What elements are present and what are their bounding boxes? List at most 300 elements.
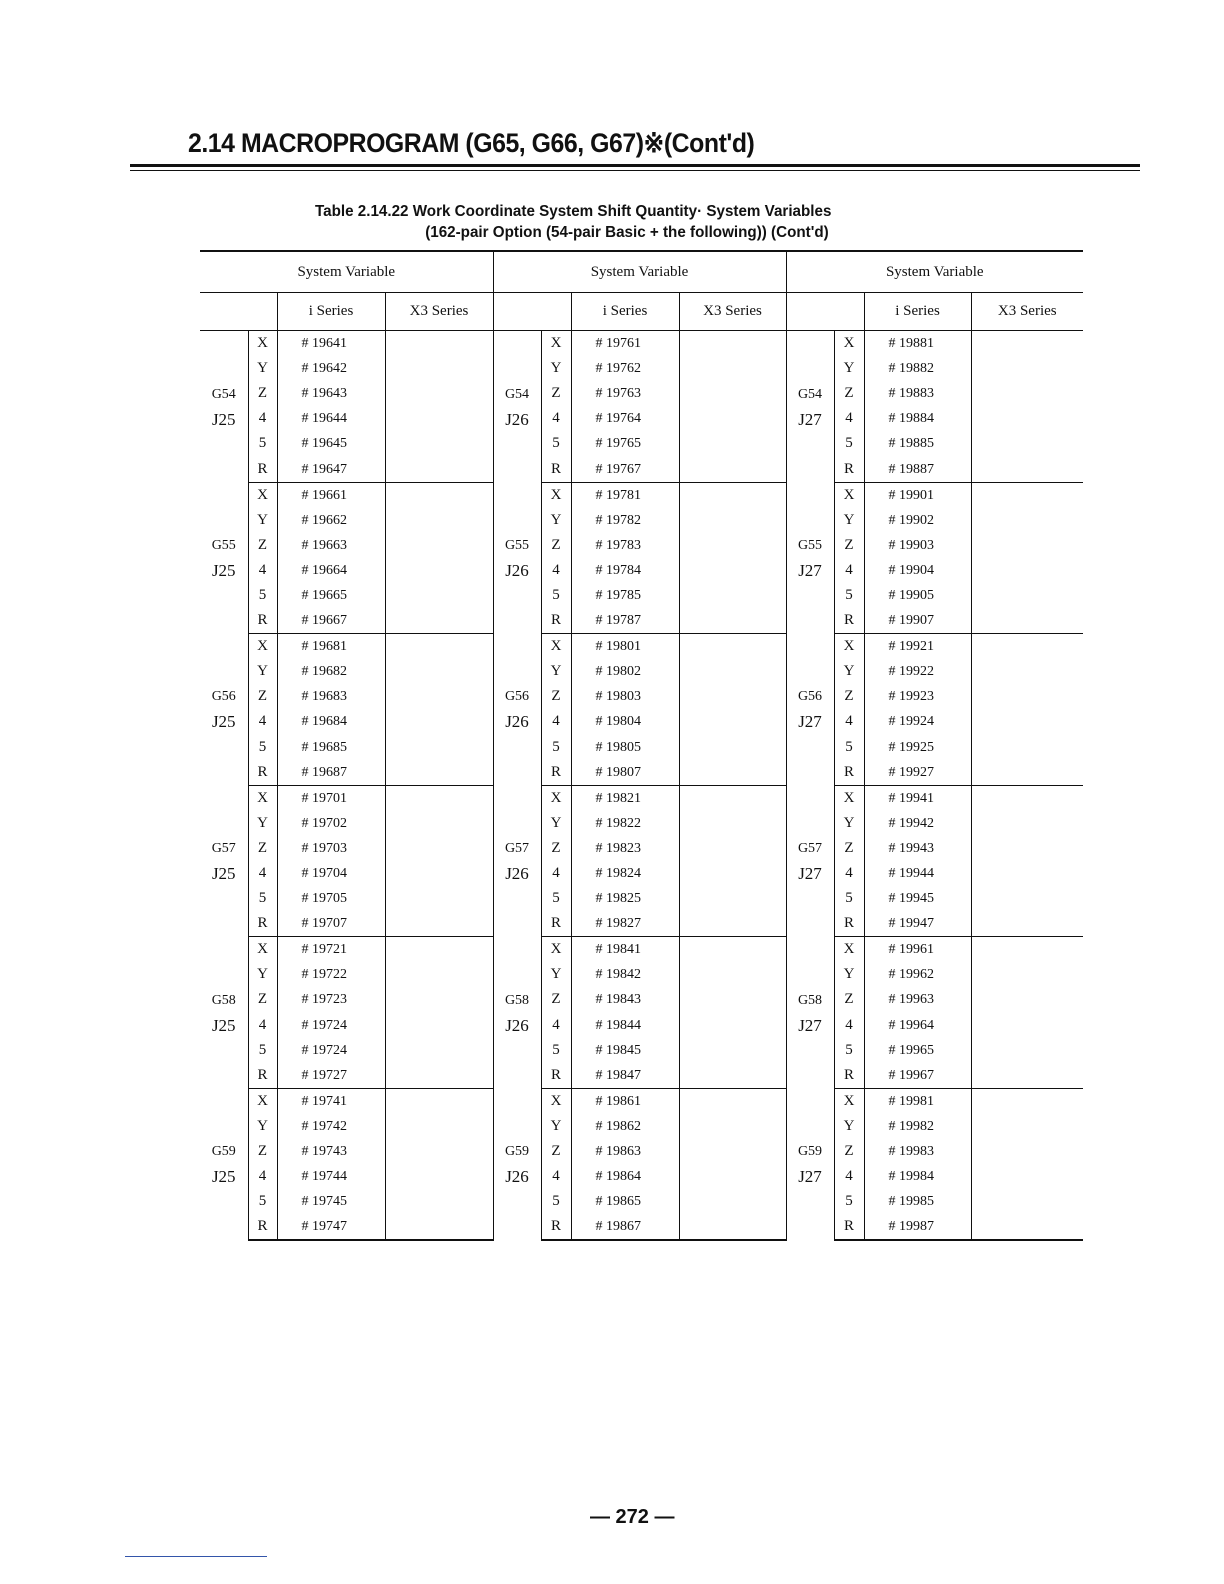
axis-label: X bbox=[834, 634, 864, 660]
axis-label: 5 bbox=[541, 735, 571, 760]
g-code: G54 bbox=[797, 386, 823, 402]
i-series-variable: # 19863 bbox=[571, 1139, 679, 1164]
x3-series-variable bbox=[971, 381, 1083, 406]
title-rule bbox=[130, 164, 1140, 167]
table-row bbox=[200, 785, 1083, 811]
axis-label: 4 bbox=[541, 558, 571, 583]
x3-series-variable bbox=[971, 431, 1083, 456]
subheader-row bbox=[200, 293, 1083, 331]
axis-label: 4 bbox=[541, 1164, 571, 1189]
table-row bbox=[200, 608, 1083, 634]
axis-label: Y bbox=[541, 659, 571, 684]
x3-series-variable bbox=[679, 381, 786, 406]
coordinate-group-label bbox=[786, 937, 834, 1089]
x3-series-variable bbox=[679, 583, 786, 608]
axis-label: R bbox=[834, 608, 864, 634]
axis-label: Y bbox=[248, 1114, 277, 1139]
i-series-variable: # 19822 bbox=[571, 811, 679, 836]
axis-label: 5 bbox=[834, 735, 864, 760]
i-series-variable: # 19763 bbox=[571, 381, 679, 406]
i-series-variable: # 19685 bbox=[277, 735, 385, 760]
i-series-variable: # 19744 bbox=[277, 1164, 385, 1189]
i-series-variable: # 19804 bbox=[571, 709, 679, 734]
axis-label: 4 bbox=[541, 709, 571, 734]
i-series-variable: # 19903 bbox=[864, 533, 971, 558]
x3-series-variable bbox=[679, 1214, 786, 1240]
i-series-variable: # 19683 bbox=[277, 684, 385, 709]
x3-series-variable bbox=[679, 508, 786, 533]
x3-series-variable bbox=[971, 962, 1083, 987]
i-series-variable: # 19664 bbox=[277, 558, 385, 583]
axis-label: Y bbox=[248, 508, 277, 533]
i-series-variable: # 19707 bbox=[277, 911, 385, 937]
axis-label: 4 bbox=[834, 1164, 864, 1189]
axis-label: R bbox=[541, 1214, 571, 1240]
x3-series-variable bbox=[385, 811, 493, 836]
i-series-variable: # 19824 bbox=[571, 861, 679, 886]
axis-label: Y bbox=[834, 508, 864, 533]
x3-series-variable bbox=[679, 962, 786, 987]
axis-label: Z bbox=[834, 381, 864, 406]
axis-label: R bbox=[248, 456, 277, 482]
coordinate-group-label bbox=[493, 785, 541, 937]
x3-series-variable bbox=[385, 709, 493, 734]
axis-label: Y bbox=[541, 508, 571, 533]
x3-series-variable bbox=[385, 583, 493, 608]
i-series-variable: # 19862 bbox=[571, 1114, 679, 1139]
i-series-variable: # 19923 bbox=[864, 684, 971, 709]
coordinate-group-label bbox=[200, 937, 248, 1089]
axis-label: R bbox=[248, 760, 277, 786]
axis-label: X bbox=[541, 1088, 571, 1114]
x3-series-variable bbox=[679, 760, 786, 786]
axis-label: 5 bbox=[248, 886, 277, 911]
x3-series-variable bbox=[971, 659, 1083, 684]
j-code: J25 bbox=[211, 560, 236, 580]
axis-label: R bbox=[834, 911, 864, 937]
i-series-variable: # 19745 bbox=[277, 1189, 385, 1214]
coordinate-group-label bbox=[493, 634, 541, 786]
i-series-variable: # 19802 bbox=[571, 659, 679, 684]
x3-series-variable bbox=[385, 861, 493, 886]
section-title: 2.14 MACROPROGRAM (G65, G66, G67)※(Cont'd) bbox=[188, 128, 755, 158]
x3-series-variable bbox=[385, 381, 493, 406]
axis-label: R bbox=[834, 1063, 864, 1089]
x3-series-variable bbox=[679, 1013, 786, 1038]
axis-label: X bbox=[541, 785, 571, 811]
i-series-variable: # 19741 bbox=[277, 1088, 385, 1114]
axis-label: 5 bbox=[541, 431, 571, 456]
x3-series-variable bbox=[385, 508, 493, 533]
axis-label: 5 bbox=[834, 431, 864, 456]
x3-series-variable bbox=[679, 1088, 786, 1114]
coordinate-group-label bbox=[493, 1088, 541, 1240]
x3-series-variable bbox=[385, 937, 493, 963]
g-code: G56 bbox=[797, 689, 823, 705]
x3-series-variable bbox=[385, 1088, 493, 1114]
i-series-variable: # 19983 bbox=[864, 1139, 971, 1164]
axis-label: Z bbox=[834, 684, 864, 709]
coordinate-group-label bbox=[200, 785, 248, 937]
j-code: J27 bbox=[798, 712, 822, 732]
j-code: J25 bbox=[211, 1015, 236, 1035]
j-code: J27 bbox=[798, 1015, 822, 1035]
axis-label: Z bbox=[834, 987, 864, 1012]
x3-series-variable bbox=[679, 634, 786, 660]
x3-series-variable bbox=[385, 836, 493, 861]
i-series-variable: # 19721 bbox=[277, 937, 385, 963]
coordinate-group-label bbox=[200, 331, 248, 483]
j-code: J26 bbox=[505, 1167, 529, 1187]
x3-series-variable bbox=[679, 482, 786, 508]
g-code: G59 bbox=[211, 1144, 236, 1160]
i-series-variable: # 19742 bbox=[277, 1114, 385, 1139]
axis-label: X bbox=[834, 1088, 864, 1114]
axis-label: 4 bbox=[834, 558, 864, 583]
j-code: J25 bbox=[211, 1167, 236, 1187]
x3-series-variable bbox=[385, 1013, 493, 1038]
g-code: G57 bbox=[797, 840, 823, 856]
i-series-variable: # 19723 bbox=[277, 987, 385, 1012]
x3-series-variable bbox=[971, 861, 1083, 886]
x3-series-variable bbox=[679, 1189, 786, 1214]
coordinate-group-label bbox=[786, 1088, 834, 1240]
axis-label: R bbox=[541, 911, 571, 937]
axis-label: Y bbox=[248, 811, 277, 836]
x3-series-variable bbox=[679, 684, 786, 709]
axis-label: X bbox=[834, 482, 864, 508]
system-variable-header: System Variable bbox=[200, 251, 493, 293]
table-row bbox=[200, 709, 1083, 734]
i-series-variable: # 19764 bbox=[571, 406, 679, 431]
axis-label: 4 bbox=[541, 406, 571, 431]
g-code: G55 bbox=[797, 537, 823, 553]
axis-label: Z bbox=[248, 684, 277, 709]
i-series-variable: # 19642 bbox=[277, 356, 385, 381]
i-series-variable: # 19904 bbox=[864, 558, 971, 583]
table-row bbox=[200, 583, 1083, 608]
x3-series-variable bbox=[679, 406, 786, 431]
i-series-header: i Series bbox=[277, 293, 385, 331]
axis-label: Z bbox=[248, 1139, 277, 1164]
g-code: G59 bbox=[504, 1144, 530, 1160]
x3-series-variable bbox=[971, 482, 1083, 508]
axis-label: X bbox=[541, 634, 571, 660]
table-caption bbox=[315, 201, 831, 243]
i-series-variable: # 19761 bbox=[571, 331, 679, 357]
i-series-variable: # 19963 bbox=[864, 987, 971, 1012]
g-code: G58 bbox=[211, 992, 236, 1008]
j-code: J25 bbox=[211, 712, 236, 732]
table-row bbox=[200, 634, 1083, 660]
x3-series-variable bbox=[679, 331, 786, 357]
x3-series-variable bbox=[971, 937, 1083, 963]
i-series-variable: # 19944 bbox=[864, 861, 971, 886]
axis-label: Y bbox=[541, 1114, 571, 1139]
i-series-variable: # 19984 bbox=[864, 1164, 971, 1189]
axis-label: 5 bbox=[248, 1038, 277, 1063]
page-number: — 272 — bbox=[590, 1506, 675, 1528]
axis-label: 5 bbox=[834, 1038, 864, 1063]
i-series-variable: # 19787 bbox=[571, 608, 679, 634]
i-series-variable: # 19662 bbox=[277, 508, 385, 533]
axis-label: X bbox=[248, 482, 277, 508]
i-series-variable: # 19807 bbox=[571, 760, 679, 786]
x3-series-variable bbox=[679, 811, 786, 836]
axis-label: Z bbox=[541, 533, 571, 558]
table-row bbox=[200, 811, 1083, 836]
axis-label: R bbox=[248, 1063, 277, 1089]
axis-label: Y bbox=[834, 962, 864, 987]
x3-series-variable bbox=[971, 911, 1083, 937]
axis-label: 5 bbox=[248, 583, 277, 608]
i-series-variable: # 19905 bbox=[864, 583, 971, 608]
axis-label: Z bbox=[248, 381, 277, 406]
axis-label: R bbox=[248, 608, 277, 634]
g-code: G54 bbox=[504, 386, 530, 402]
i-series-variable: # 19847 bbox=[571, 1063, 679, 1089]
x3-series-variable bbox=[385, 1038, 493, 1063]
axis-label: 5 bbox=[541, 1189, 571, 1214]
i-series-variable: # 19784 bbox=[571, 558, 679, 583]
axis-label: R bbox=[541, 456, 571, 482]
i-series-variable: # 19684 bbox=[277, 709, 385, 734]
j-code: J27 bbox=[798, 863, 822, 883]
table-row bbox=[200, 735, 1083, 760]
table-row bbox=[200, 659, 1083, 684]
x3-series-variable bbox=[385, 1189, 493, 1214]
x3-series-variable bbox=[679, 735, 786, 760]
x3-series-variable bbox=[971, 406, 1083, 431]
axis-label: Y bbox=[834, 356, 864, 381]
table-row bbox=[200, 1013, 1083, 1038]
table-row bbox=[200, 861, 1083, 886]
i-series-variable: # 19962 bbox=[864, 962, 971, 987]
i-series-variable: # 19785 bbox=[571, 583, 679, 608]
g-code: G58 bbox=[504, 992, 530, 1008]
x3-series-variable bbox=[385, 962, 493, 987]
table-row bbox=[200, 1214, 1083, 1240]
i-series-variable: # 19982 bbox=[864, 1114, 971, 1139]
i-series-variable: # 19747 bbox=[277, 1214, 385, 1240]
i-series-variable: # 19964 bbox=[864, 1013, 971, 1038]
i-series-variable: # 19781 bbox=[571, 482, 679, 508]
coordinate-group-label bbox=[786, 785, 834, 937]
x3-series-variable bbox=[679, 836, 786, 861]
axis-label: Y bbox=[541, 356, 571, 381]
i-series-variable: # 19883 bbox=[864, 381, 971, 406]
x3-series-variable bbox=[971, 456, 1083, 482]
axis-label: 4 bbox=[834, 709, 864, 734]
i-series-variable: # 19767 bbox=[571, 456, 679, 482]
i-series-header: i Series bbox=[864, 293, 971, 331]
g-code: G55 bbox=[211, 537, 236, 553]
table-row bbox=[200, 482, 1083, 508]
i-series-variable: # 19765 bbox=[571, 431, 679, 456]
x3-series-variable bbox=[971, 1013, 1083, 1038]
x3-series-variable bbox=[971, 1063, 1083, 1089]
system-variable-header: System Variable bbox=[493, 251, 786, 293]
axis-label: X bbox=[248, 1088, 277, 1114]
x3-series-variable bbox=[971, 558, 1083, 583]
i-series-variable: # 19644 bbox=[277, 406, 385, 431]
i-series-variable: # 19981 bbox=[864, 1088, 971, 1114]
axis-label: X bbox=[834, 937, 864, 963]
j-code: J25 bbox=[211, 863, 236, 883]
axis-label: X bbox=[541, 482, 571, 508]
i-series-variable: # 19687 bbox=[277, 760, 385, 786]
x3-series-variable bbox=[385, 911, 493, 937]
table-row bbox=[200, 381, 1083, 406]
x3-series-variable bbox=[385, 1139, 493, 1164]
table-row bbox=[200, 836, 1083, 861]
axis-label: Y bbox=[541, 811, 571, 836]
axis-label: Y bbox=[541, 962, 571, 987]
i-series-variable: # 19943 bbox=[864, 836, 971, 861]
g-code: G55 bbox=[504, 537, 530, 553]
table-row bbox=[200, 1189, 1083, 1214]
axis-label: X bbox=[541, 331, 571, 357]
x3-series-variable bbox=[679, 558, 786, 583]
i-series-variable: # 19762 bbox=[571, 356, 679, 381]
axis-label: Z bbox=[541, 1139, 571, 1164]
i-series-variable: # 19661 bbox=[277, 482, 385, 508]
caption-line-2: (162-pair Option (54-pair Basic + the following)) (Cont'd) bbox=[425, 224, 829, 241]
i-series-variable: # 19961 bbox=[864, 937, 971, 963]
i-series-variable: # 19843 bbox=[571, 987, 679, 1012]
i-series-variable: # 19681 bbox=[277, 634, 385, 660]
axis-label: X bbox=[248, 937, 277, 963]
x3-series-variable bbox=[971, 811, 1083, 836]
axis-label: Z bbox=[541, 381, 571, 406]
axis-label: 4 bbox=[541, 1013, 571, 1038]
x3-series-variable bbox=[971, 684, 1083, 709]
table-row bbox=[200, 1063, 1083, 1089]
axis-label: X bbox=[248, 785, 277, 811]
axis-label: R bbox=[248, 911, 277, 937]
header-row bbox=[200, 251, 1083, 293]
axis-label: X bbox=[248, 331, 277, 357]
axis-label: Z bbox=[541, 987, 571, 1012]
g-code: G57 bbox=[504, 840, 530, 856]
axis-label: 4 bbox=[248, 709, 277, 734]
table-row bbox=[200, 1038, 1083, 1063]
axis-label: Z bbox=[541, 684, 571, 709]
x3-series-variable bbox=[385, 608, 493, 634]
x3-series-variable bbox=[385, 533, 493, 558]
axis-label: 4 bbox=[834, 861, 864, 886]
x3-series-variable bbox=[971, 634, 1083, 660]
table-row bbox=[200, 406, 1083, 431]
x3-series-variable bbox=[385, 431, 493, 456]
axis-label: Y bbox=[248, 962, 277, 987]
x3-series-variable bbox=[679, 1114, 786, 1139]
table-row bbox=[200, 1114, 1083, 1139]
i-series-variable: # 19881 bbox=[864, 331, 971, 357]
j-code: J27 bbox=[798, 409, 822, 429]
j-code: J27 bbox=[798, 1167, 822, 1187]
axis-label: Z bbox=[834, 533, 864, 558]
axis-label: R bbox=[541, 760, 571, 786]
axis-label: Z bbox=[248, 533, 277, 558]
table-row bbox=[200, 1139, 1083, 1164]
x3-series-variable bbox=[971, 735, 1083, 760]
blank-header bbox=[200, 293, 277, 331]
axis-label: Z bbox=[541, 836, 571, 861]
i-series-variable: # 19924 bbox=[864, 709, 971, 734]
x3-series-variable bbox=[679, 911, 786, 937]
i-series-variable: # 19864 bbox=[571, 1164, 679, 1189]
axis-label: 4 bbox=[248, 1013, 277, 1038]
i-series-variable: # 19743 bbox=[277, 1139, 385, 1164]
i-series-variable: # 19703 bbox=[277, 836, 385, 861]
x3-series-variable bbox=[971, 987, 1083, 1012]
x3-series-variable bbox=[679, 785, 786, 811]
x3-series-variable bbox=[679, 861, 786, 886]
x3-series-variable bbox=[385, 760, 493, 786]
i-series-variable: # 19801 bbox=[571, 634, 679, 660]
x3-series-variable bbox=[385, 1164, 493, 1189]
coordinate-group-label bbox=[493, 937, 541, 1089]
i-series-variable: # 19722 bbox=[277, 962, 385, 987]
x3-series-variable bbox=[971, 1088, 1083, 1114]
axis-label: 5 bbox=[248, 431, 277, 456]
table-row bbox=[200, 431, 1083, 456]
axis-label: Z bbox=[248, 836, 277, 861]
i-series-variable: # 19922 bbox=[864, 659, 971, 684]
i-series-variable: # 19867 bbox=[571, 1214, 679, 1240]
axis-label: Z bbox=[834, 1139, 864, 1164]
axis-label: 4 bbox=[834, 406, 864, 431]
i-series-variable: # 19887 bbox=[864, 456, 971, 482]
x3-series-variable bbox=[679, 431, 786, 456]
table-row bbox=[200, 1088, 1083, 1114]
i-series-variable: # 19941 bbox=[864, 785, 971, 811]
x3-series-variable bbox=[971, 1114, 1083, 1139]
i-series-variable: # 19947 bbox=[864, 911, 971, 937]
i-series-variable: # 19845 bbox=[571, 1038, 679, 1063]
table-row bbox=[200, 456, 1083, 482]
i-series-variable: # 19942 bbox=[864, 811, 971, 836]
x3-series-variable bbox=[971, 533, 1083, 558]
x3-series-header: X3 Series bbox=[385, 293, 493, 331]
x3-series-variable bbox=[679, 987, 786, 1012]
coordinate-group-label bbox=[493, 482, 541, 634]
axis-label: X bbox=[248, 634, 277, 660]
i-series-variable: # 19925 bbox=[864, 735, 971, 760]
x3-series-variable bbox=[971, 331, 1083, 357]
i-series-variable: # 19682 bbox=[277, 659, 385, 684]
x3-series-variable bbox=[971, 1139, 1083, 1164]
x3-series-variable bbox=[385, 1114, 493, 1139]
g-code: G54 bbox=[211, 386, 236, 402]
table-row bbox=[200, 356, 1083, 381]
table-row bbox=[200, 508, 1083, 533]
g-code: G59 bbox=[797, 1144, 823, 1160]
x3-series-variable bbox=[385, 735, 493, 760]
x3-series-variable bbox=[679, 456, 786, 482]
x3-series-variable bbox=[679, 1038, 786, 1063]
i-series-variable: # 19704 bbox=[277, 861, 385, 886]
i-series-variable: # 19987 bbox=[864, 1214, 971, 1240]
i-series-variable: # 19844 bbox=[571, 1013, 679, 1038]
i-series-variable: # 19921 bbox=[864, 634, 971, 660]
x3-series-variable bbox=[971, 709, 1083, 734]
system-variable-table bbox=[200, 250, 1083, 1241]
x3-series-variable bbox=[385, 1214, 493, 1240]
i-series-variable: # 19902 bbox=[864, 508, 971, 533]
x3-series-variable bbox=[679, 1164, 786, 1189]
